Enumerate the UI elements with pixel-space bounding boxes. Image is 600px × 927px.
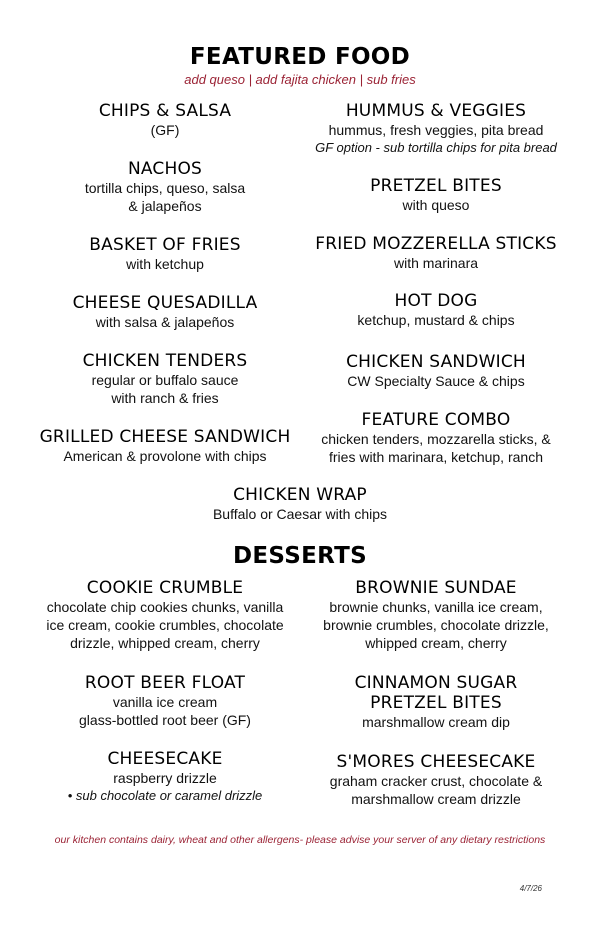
item-desc: ice cream, cookie crumbles, chocolate — [46, 617, 284, 633]
item-desc: with queso — [402, 197, 470, 213]
item-desc: American & provolone with chips — [63, 448, 267, 464]
item-title: NACHOS — [127, 159, 203, 179]
menu-item-mozzerella-sticks — [305, 234, 567, 272]
item-desc: graham cracker crust, chocolate & — [329, 773, 543, 789]
item-desc: regular or buffalo sauce — [91, 372, 239, 388]
item-title: COOKIE CRUMBLE — [86, 578, 244, 598]
item-desc: (GF) — [150, 122, 180, 138]
allergen-note: our kitchen contains dairy, wheat and other allergens- please advise your server of any dietary restrictions — [54, 834, 546, 846]
item-title: PRETZEL BITES — [370, 176, 502, 196]
item-desc: marshmallow cream drizzle — [351, 791, 521, 807]
item-desc: ketchup, mustard & chips — [357, 312, 515, 328]
item-title: HOT DOG — [394, 291, 478, 311]
item-desc: with ketchup — [126, 256, 204, 272]
menu-item-chips-salsa — [20, 101, 310, 139]
dessert-cheesecake — [20, 749, 310, 804]
item-title: GRILLED CHEESE SANDWICH — [39, 427, 291, 447]
item-desc: hummus, fresh veggies, pita bread — [328, 122, 544, 138]
item-title: BROWNIE SUNDAE — [355, 578, 517, 598]
menu-item-hot-dog — [305, 291, 567, 329]
item-desc: Buffalo or Caesar with chips — [212, 506, 388, 522]
item-desc: with marinara — [393, 255, 479, 271]
item-desc: whipped cream, cherry — [365, 635, 507, 651]
menu-item-chicken-sandwich — [305, 352, 567, 390]
menu-item-nachos — [20, 159, 310, 215]
item-title: CHICKEN WRAP — [233, 485, 367, 505]
item-desc: CW Specialty Sauce & chips — [347, 373, 525, 389]
item-title: CHEESECAKE — [107, 749, 223, 769]
menu-item-chicken-wrap — [150, 485, 450, 523]
item-desc: brownie crumbles, chocolate drizzle, — [323, 617, 549, 633]
item-title: CHICKEN TENDERS — [82, 351, 248, 371]
item-desc: with salsa & jalapeños — [95, 314, 235, 330]
item-title: FEATURE COMBO — [361, 410, 511, 430]
item-title: CHIPS & SALSA — [98, 101, 232, 121]
item-title-line-1: CINNAMON SUGAR — [354, 673, 518, 693]
item-title-line-2: PRETZEL BITES — [370, 693, 502, 713]
item-title: HUMMUS & VEGGIES — [345, 101, 527, 121]
item-desc: glass-bottled root beer (GF) — [79, 712, 251, 728]
item-desc: drizzle, whipped cream, cherry — [70, 635, 260, 651]
dessert-smores-cheesecake — [305, 752, 567, 808]
desserts-heading: DESSERTS — [233, 543, 367, 569]
item-desc: chicken tenders, mozzarella sticks, & — [321, 431, 551, 447]
item-note: • sub chocolate or caramel drizzle — [67, 788, 263, 803]
featured-food-heading: FEATURED FOOD — [189, 44, 411, 70]
menu-item-chicken-tenders — [20, 351, 310, 407]
item-desc: & jalapeños — [128, 198, 202, 214]
item-title: FRIED MOZZERELLA STICKS — [315, 234, 557, 254]
menu-item-cheese-quesadilla — [20, 293, 310, 331]
menu-item-basket-of-fries — [20, 235, 310, 273]
menu-item-pretzel-bites — [305, 176, 567, 214]
item-title: S'MORES CHEESECAKE — [336, 752, 536, 772]
item-desc: fries with marinara, ketchup, ranch — [329, 449, 543, 465]
menu-item-hummus-veggies — [305, 101, 567, 156]
item-desc: marshmallow cream dip — [362, 714, 510, 730]
item-title: BASKET OF FRIES — [89, 235, 241, 255]
item-note: GF option - sub tortilla chips for pita bread — [315, 140, 557, 155]
dessert-cookie-crumble — [20, 578, 310, 652]
item-desc: brownie chunks, vanilla ice cream, — [329, 599, 543, 615]
menu-date: 4/7/26 — [519, 884, 542, 893]
menu-item-feature-combo — [305, 410, 567, 466]
item-desc: raspberry drizzle — [113, 770, 217, 786]
dessert-cinnamon-pretzel-bites — [305, 673, 567, 731]
item-title: ROOT BEER FLOAT — [84, 673, 246, 693]
item-title: CHICKEN SANDWICH — [346, 352, 526, 372]
item-desc: chocolate chip cookies chunks, vanilla — [46, 599, 284, 615]
menu-item-grilled-cheese — [20, 427, 310, 465]
item-desc: vanilla ice cream — [112, 694, 218, 710]
item-desc: tortilla chips, queso, salsa — [84, 180, 246, 196]
dessert-root-beer-float — [20, 673, 310, 729]
item-desc: with ranch & fries — [111, 390, 219, 406]
item-title: CHEESE QUESADILLA — [72, 293, 258, 313]
dessert-brownie-sundae — [305, 578, 567, 652]
featured-addons: add queso | add fajita chicken | sub fries — [184, 72, 416, 87]
